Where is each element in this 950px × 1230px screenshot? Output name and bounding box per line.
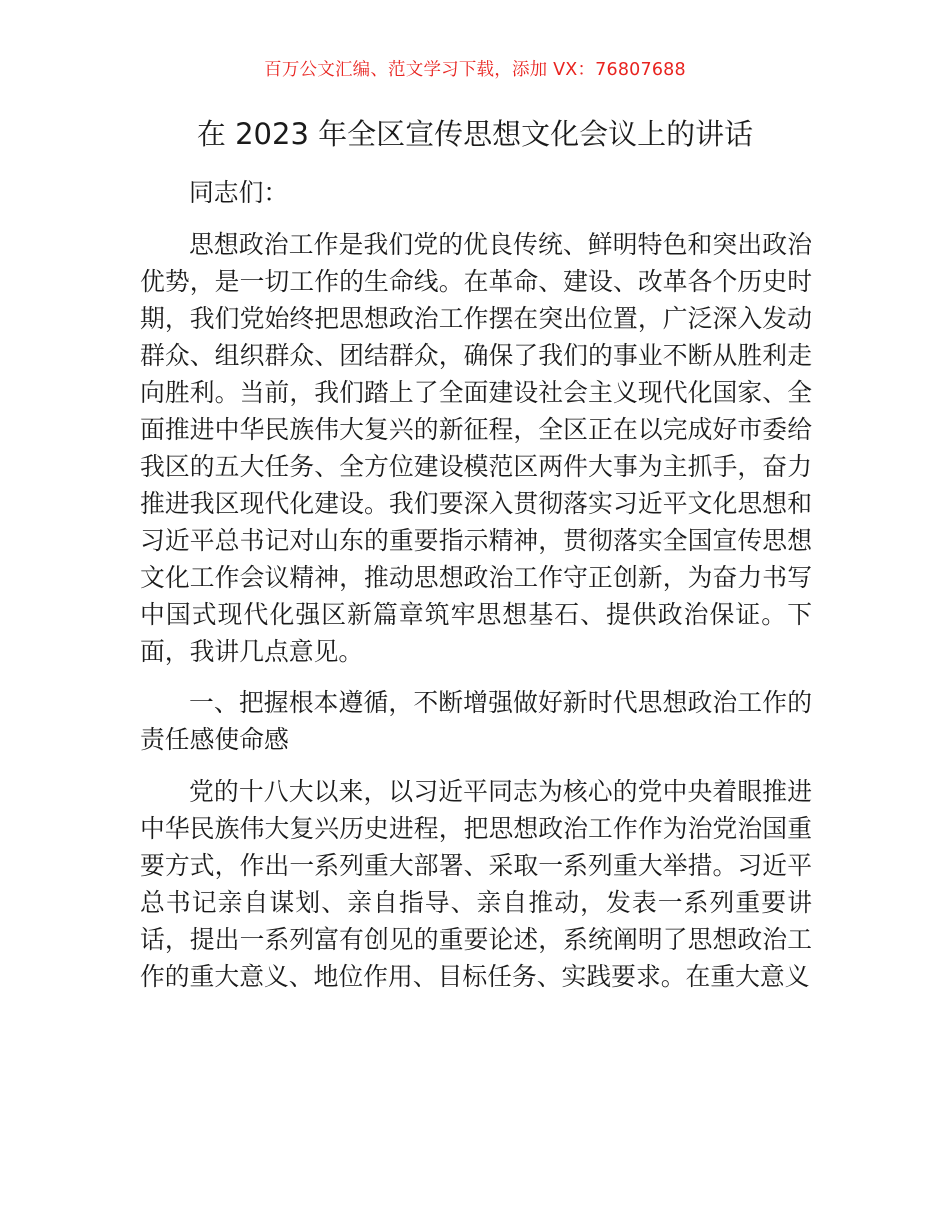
paragraph-section-1: 党的十八大以来，以习近平同志为核心的党中央着眼推进中华民族伟大复兴历史进程，把思想政治工作作为治党治国重要方式，作出一系列重大部署、采取一系列重大举措。习近平总书记亲自谋划、亲自指导、亲自推动，发表一系列重要讲话，提出一系列富有创见的重要论述，系统阐明了思想政治工作的重大意义、地位作用、目标任务、实践要求。在重大意义 [140, 776, 812, 991]
paragraph-intro: 思想政治工作是我们党的优良传统、鲜明特色和突出政治优势，是一切工作的生命线。在革命、建设、改革各个历史时期，我们党始终把思想政治工作摆在突出位置，广泛深入发动群众、组织群众、团结群众，确保了我们的事业不断从胜利走向胜利。当前，我们踏上了全面建设社会主义现代化国家、全面推进中华民族伟大复兴的新征程，全区正在以完成好市委给我区的五大任务、全方位建设模范区两件大事为主抓手，奋力推进我区现代化建设。我们要深入贯彻落实习近平文化思想和习近平总书记对山东的重要指示精神，贯彻落实全国宣传思想文化工作会议精神，推动思想政治工作守正创新，为奋力书写中国式现代化强区新篇章筑牢思想基石、提供政治保证。下面，我讲几点意见。 [140, 229, 812, 666]
salutation: 同志们： [189, 178, 289, 207]
watermark-header: 百万公文汇编、范文学习下载，添加 VX：76807688 [264, 60, 686, 80]
document-title: 在 2023 年全区宣传思想文化会议上的讲话 [196, 117, 754, 151]
document-body [140, 174, 812, 995]
section-heading-1: 一、把握根本遵循，不断增强做好新时代思想政治工作的责任感使命感 [140, 688, 812, 754]
